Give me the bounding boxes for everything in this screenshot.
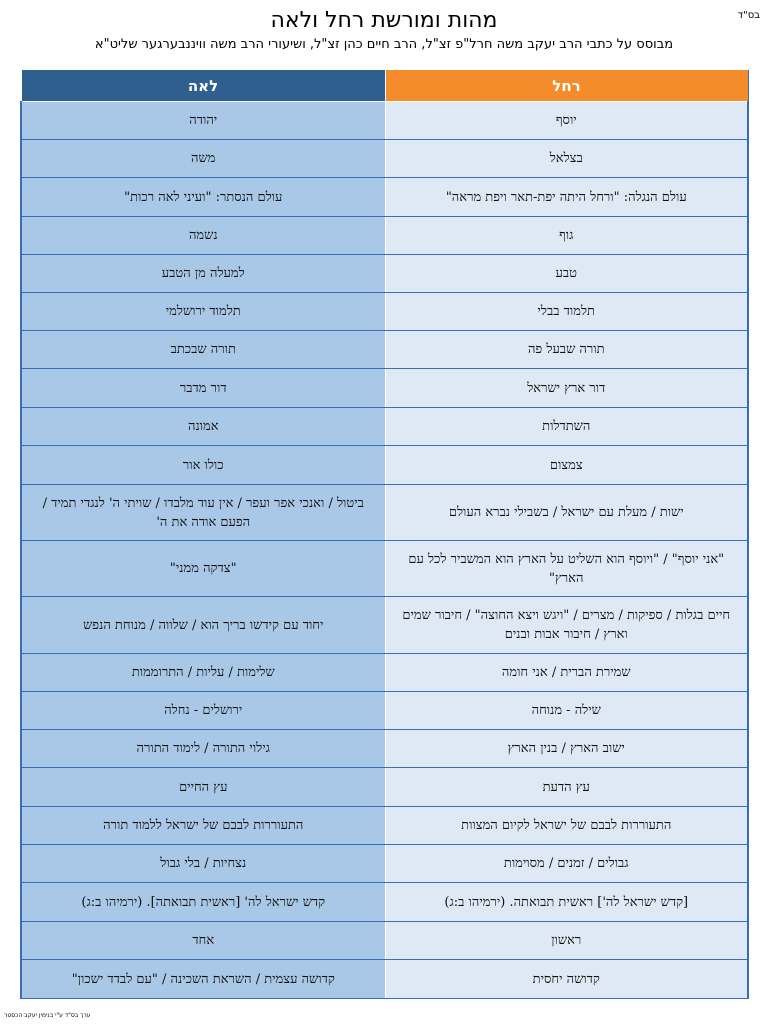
cell-rachel: חיים בגלות / ספיקות / מצרים / "ויגש ויצא החוצה" / חיבור שמים וארץ / חיבור אבות ובנים [385,597,748,654]
table-row [21,768,748,807]
cell-leah: עולם הנסתר: "ועיני לאה רכות" [21,178,385,217]
cell-leah: יהודה [21,102,385,140]
cell-leah: "צדקה ממני" [21,541,385,597]
cell-rachel: ישות / מעלת עם ישראל / בשבילי נברא העולם [385,485,748,541]
table-row [21,255,748,293]
cell-leah: התעוררות לבבם של ישראל ללמוד תורה [21,807,385,845]
cell-leah: נשמה [21,217,385,255]
cell-leah: תורה שבכתב [21,331,385,369]
table-row [21,446,748,485]
cell-rachel: תלמוד בבלי [385,293,748,331]
cell-rachel: קדושה יחסית [385,960,748,999]
cell-leah: עץ החיים [21,768,385,807]
table-row [21,102,748,140]
page-subtitle: מבוסס על כתבי הרב יעקב משה חרל"פ זצ"ל, הרב חיים כהן זצ"ל, ושיעורי הרב משה וויננבערגער שליט"א [94,37,674,52]
cell-rachel: גבולים / זמנים / מסוימות [385,845,748,883]
cell-leah: אחד [21,922,385,960]
table-row [21,331,748,369]
cell-leah: שלימות / עליות / התרוממות [21,654,385,692]
table-row [21,845,748,883]
footer-credit: ערך בס"ד ע"י בנימין יעקב הכסטר [4,1012,91,1019]
cell-rachel: ראשון [385,922,748,960]
cell-leah: יחוד עם קידשו בריך הוא / שלווה / מנוחת הנפש [21,597,385,654]
cell-rachel: [קדש ישראל לה'] ראשית תבואתה. (ירמיהו ב:ג) [385,883,748,922]
column-header-rachel: רחל [385,70,748,102]
cell-leah: אמונה [21,408,385,446]
cell-rachel: יוסף [385,102,748,140]
table-row [21,654,748,692]
cell-rachel: גוף [385,217,748,255]
cell-rachel: ישוב הארץ / בנין הארץ [385,730,748,768]
table-row [21,293,748,331]
table-row [21,960,748,999]
column-header-leah: לאה [21,70,385,102]
table-row [21,485,748,541]
table-row [21,369,748,408]
cell-leah: גילוי התורה / לימוד התורה [21,730,385,768]
cell-rachel: טבע [385,255,748,293]
cell-leah: קדש ישראל לה' [ראשית תבואתה]. (ירמיהו ב:ג) [21,883,385,922]
cell-rachel: עולם הנגלה: "ורחל היתה יפת-תאר ויפת מראה" [385,178,748,217]
cell-leah: ביטול / ואנכי אפר ועפר / אין עוד מלבדו / שויתי ה' לנגדי תמיד / הפעם אודה את ה' [21,485,385,541]
table-row [21,541,748,597]
cell-leah: קדושה עצמית / השראת השכינה / "עם לבדד ישכון" [21,960,385,999]
table-body [21,102,748,999]
cell-rachel: התעוררות לבבם של ישראל לקיום המצוות [385,807,748,845]
table-row [21,217,748,255]
cell-rachel: צמצום [385,446,748,485]
cell-leah: ירושלים - נחלה [21,692,385,730]
table-row [21,692,748,730]
cell-rachel: השתדלות [385,408,748,446]
bsd-mark: בס"ד [737,10,760,21]
table-row [21,922,748,960]
comparison-table [20,69,749,999]
table-row [21,807,748,845]
table-row [21,883,748,922]
table-row [21,140,748,178]
cell-rachel: דור ארץ ישראל [385,369,748,408]
cell-rachel: תורה שבעל פה [385,331,748,369]
cell-leah: דור מדבר [21,369,385,408]
table-header-row [21,70,748,102]
cell-leah: תלמוד ירושלמי [21,293,385,331]
cell-leah: למעלה מן הטבע [21,255,385,293]
table-row [21,730,748,768]
table-row [21,408,748,446]
cell-leah: משה [21,140,385,178]
table-row [21,178,748,217]
cell-rachel: שמירת הברית / אני חומה [385,654,748,692]
cell-rachel: בצלאל [385,140,748,178]
cell-leah: כולו אור [21,446,385,485]
cell-rachel: עץ הדעת [385,768,748,807]
cell-rachel: "אני יוסף" / "ויוסף הוא השליט על הארץ הוא המשביר לכל עם הארץ" [385,541,748,597]
page-title: מהות ומורשת רחל ולאה [270,8,498,33]
cell-rachel: שילה - מנוחה [385,692,748,730]
table-row [21,597,748,654]
cell-leah: נצחיות / בלי גבול [21,845,385,883]
